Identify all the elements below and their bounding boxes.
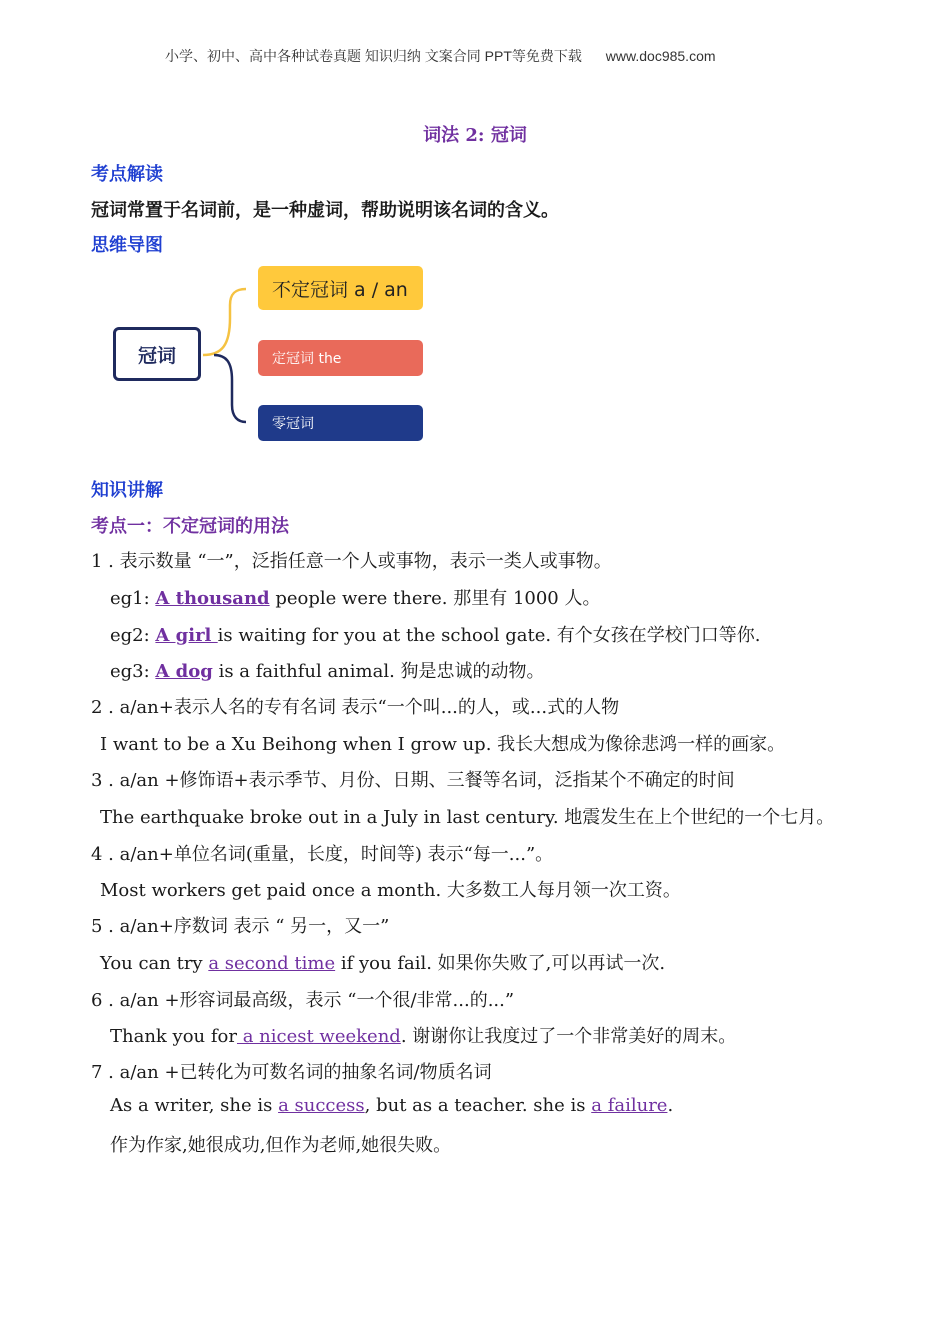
item-2: 2 . a/an+表示人名的专有名词 表示“一个叫...的人，或...式的人物 — [91, 697, 620, 718]
intro-text: 冠词常置于名词前，是一种虚词，帮助说明该名词的含义。 — [91, 200, 559, 221]
item-4: 4 . a/an+单位名词(重量，长度，时间等) 表示“每一...”。 — [91, 844, 554, 865]
branch-bottom — [214, 355, 246, 422]
branch-top — [203, 289, 246, 355]
example-item-2: I want to be a Xu Beihong when I grow up. 我长大想成为像徐悲鸿一样的画家。 — [100, 734, 786, 755]
section-mindmap: 思维导图 — [91, 235, 163, 256]
example-2: eg2: A girl is waiting for you at the school gate. 有个女孩在学校门口等你. — [110, 625, 761, 646]
item-6: 6 . a/an +形容词最高级，表示 “一个很/非常...的...” — [91, 990, 515, 1011]
example-item-5: You can try a second time if you fail. 如果你失败了,可以再试一次. — [100, 953, 666, 974]
highlight: a second time — [208, 953, 336, 974]
example-item-3: The earthquake broke out in a July in last century. 地震发生在上个世纪的一个七月。 — [100, 807, 835, 828]
example-1: eg1: A thousand people were there. 那里有 1000 人。 — [110, 588, 601, 609]
document-title: 词法 2: 冠词 — [423, 125, 527, 146]
section-knowledge: 知识讲解 — [91, 480, 163, 501]
header-url[interactable]: www.doc985.com — [605, 48, 716, 64]
item-3: 3 . a/an +修饰语+表示季节、月份、日期、三餐等名词，泛指某个不确定的时间 — [91, 770, 735, 791]
mindmap-root: 冠词 — [113, 327, 201, 381]
highlight: A girl — [155, 625, 218, 646]
example-item-7: As a writer, she is a success, but as a teacher. she is a failure. — [110, 1095, 674, 1116]
example-3: eg3: A dog is a faithful animal. 狗是忠诚的动物。 — [110, 661, 545, 682]
item-5: 5 . a/an+序数词 表示 “ 另一，又一” — [91, 916, 390, 937]
example-item-6: Thank you for a nicest weekend. 谢谢你让我度过了一个非常美好的周末。 — [110, 1026, 737, 1047]
highlight: a success — [278, 1095, 365, 1116]
kaodian1-title: 考点一：不定冠词的用法 — [91, 516, 289, 537]
mindmap-branches — [0, 0, 950, 460]
example-item-4: Most workers get paid once a month. 大多数工人每月领一次工资。 — [100, 880, 681, 901]
highlight: A thousand — [155, 588, 270, 609]
mindmap-node-zero: 零冠词 — [258, 405, 423, 441]
header-text: 小学、初中、高中各种试卷真题 知识归纳 文案合同 PPT等免费下载 — [165, 48, 582, 64]
mindmap-node-definite: 定冠词 the — [258, 340, 423, 376]
example-item-7-cn: 作为作家,她很成功,但作为老师,她很失败。 — [110, 1135, 452, 1156]
item-7: 7 . a/an +已转化为可数名词的抽象名词/物质名词 — [91, 1062, 492, 1083]
item-1: 1 . 表示数量 “一”，泛指任意一个人或事物，表示一类人或事物。 — [91, 551, 612, 572]
mindmap-node-indefinite: 不定冠词 a / an — [258, 266, 423, 310]
highlight: a nicest weekend — [236, 1026, 401, 1047]
highlight: a failure — [591, 1095, 668, 1116]
section-kaodian-jiedu: 考点解读 — [91, 164, 163, 185]
highlight: A dog — [155, 661, 213, 682]
